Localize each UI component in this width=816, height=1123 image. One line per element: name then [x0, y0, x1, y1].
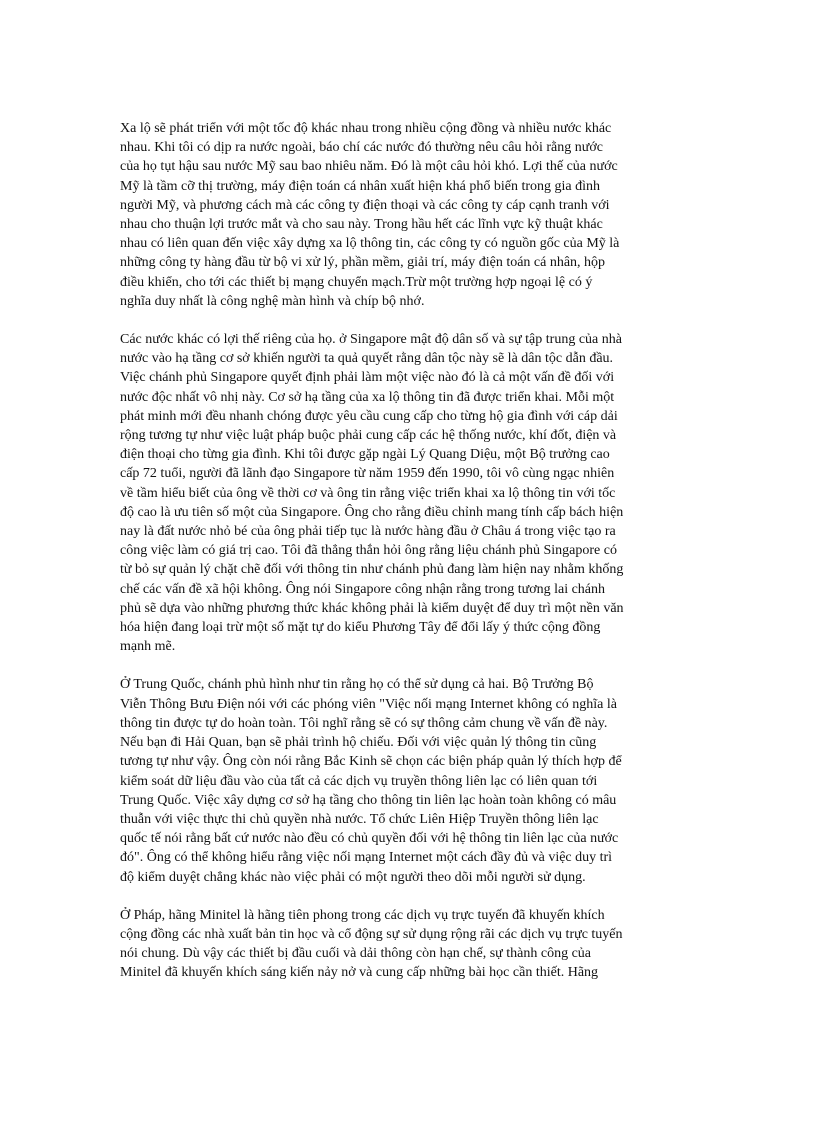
- paragraph-4: [120, 906, 698, 983]
- text-line: Minitel đã khuyến khích sáng kiến nảy nở và cung cấp những bài học cần thiết. Hãng: [120, 965, 599, 981]
- text-line: chế các vấn đề xã hội không. Ông nói Singapore công nhận rằng trong tương lai chánh: [120, 581, 606, 597]
- text-line: cấp 72 tuổi, người đã lãnh đạo Singapore từ năm 1959 đến 1990, tôi vô cùng ngạc nhiên: [120, 466, 615, 482]
- text-line: nay là đất nước nhỏ bé của ông phải tiếp tục là nước hàng đầu ở Châu á trong việc tạo ra: [120, 524, 616, 540]
- text-line: Trung Quốc. Việc xây dựng cơ sở hạ tầng cho thông tin liên lạc hoàn toàn không có mâu: [120, 792, 617, 808]
- text-line: công việc làm có giá trị cao. Tôi đã thẳng thắn hỏi ông rằng liệu chánh phủ Singapore có: [120, 543, 617, 559]
- text-line: thông tin được tự do hoàn toàn. Tôi nghĩ rằng sẽ có sự thông cảm chung về vấn đề này.: [120, 715, 608, 731]
- text-line: những công ty hàng đầu từ bộ vi xử lý, phần mềm, giải trí, máy điện toán cá nhân, hộp: [120, 255, 606, 271]
- text-line: về tầm hiểu biết của ông về thời cơ và ông tin rằng việc triển khai xa lộ thông tin với tốc: [120, 485, 616, 501]
- text-line: nhau. Khi tôi có dịp ra nước ngoài, báo chí các nước đó thường nêu câu hỏi rằng nước: [120, 140, 603, 156]
- text-line: đó". Ông có thể không hiểu rằng việc nối mạng Internet một cách đầy đủ và việc duy trì: [120, 850, 613, 866]
- text-line: Nếu bạn đi Hải Quan, bạn sẽ phải trình hộ chiếu. Đối với việc quản lý thông tin cũng: [120, 735, 597, 751]
- text-line: nghĩa duy nhất là công nghệ màn hình và chíp bộ nhớ.: [120, 293, 425, 309]
- text-line: hóa hiện đang loại trừ một số mặt tự do kiểu Phương Tây để đổi lấy ý thức cộng đồng: [120, 620, 601, 636]
- text-line: phát minh mới đều nhanh chóng được yêu cầu cung cấp cho từng hộ gia đình với cáp dải: [120, 408, 618, 424]
- text-line: rộng tương tự như việc luật pháp buộc phải cung cấp các hệ thống nước, khí đốt, điện và: [120, 428, 617, 444]
- text-line: thuẫn với việc thực thi chủ quyền nhà nước. Tổ chức Liên Hiệp Truyền thông liên lạc: [120, 811, 599, 827]
- text-line: của họ tụt hậu sau nước Mỹ sau bao nhiêu năm. Đó là một câu hỏi khó. Lợi thế của nước: [120, 159, 618, 175]
- text-line: người Mỹ, và phương cách mà các công ty điện thoại và các công ty cáp cạnh tranh với: [120, 197, 610, 213]
- text-line: nước vào hạ tầng cơ sở khiến người ta quả quyết rằng dân tộc này sẽ là dân tộc dẫn đầu.: [120, 351, 614, 367]
- text-line: Viễn Thông Bưu Điện nói với các phóng viên "Việc nối mạng Internet không có nghĩa là: [120, 696, 617, 712]
- paragraph-2: [120, 330, 698, 656]
- text-line: Việc chánh phủ Singapore quyết định phải làm một việc nào đó là cả một vấn đề đối với: [120, 370, 615, 386]
- document-page: [120, 119, 698, 1002]
- text-line: phủ sẽ dựa vào những phương thức khác không phải là kiểm duyệt để duy trì một nền văn: [120, 600, 624, 616]
- text-line: cộng đồng các nhà xuất bản tin học và cổ động sự sử dụng rộng rãi các dịch vụ trực tuyến: [120, 926, 623, 942]
- text-line: kiểm soát dữ liệu đầu vào của tất cả các dịch vụ truyền thông liên lạc có liên quan tới: [120, 773, 598, 789]
- text-line: Các nước khác có lợi thế riêng của họ. ở Singapore mật độ dân số và sự tập trung của nhà: [120, 332, 622, 348]
- paragraph-1: [120, 119, 698, 311]
- text-line: Ở Trung Quốc, chánh phủ hình như tin rằng họ có thể sử dụng cả hai. Bộ Trưởng Bộ: [120, 677, 594, 693]
- text-line: Ở Pháp, hãng Minitel là hãng tiên phong trong các dịch vụ trực tuyến đã khuyến khích: [120, 907, 605, 923]
- text-line: nói chung. Dù vậy các thiết bị đầu cuối và dải thông còn hạn chế, sự thành công của: [120, 946, 592, 962]
- text-line: độ kiểm duyệt chẳng khác nào việc phải có một người theo dõi mỗi người sử dụng.: [120, 869, 586, 885]
- text-line: từ bỏ sự quản lý chặt chẽ đối với thông tin như chánh phủ đang làm hiện nay nhằm khống: [120, 562, 624, 578]
- text-line: nhau có liên quan đến việc xây dựng xa lộ thông tin, các công ty có nguồn gốc của Mỹ là: [120, 236, 620, 252]
- text-line: độ cao là ưu tiên số một của Singapore. Ông cho rằng điều chỉnh mang tính cấp bách hiện: [120, 504, 624, 520]
- text-line: tương tự như vậy. Ông còn nói rằng Bắc Kinh sẽ chọn các biện pháp quản lý thích hợp để: [120, 754, 622, 770]
- text-line: Mỹ là tầm cỡ thị trường, máy điện toán cá nhân xuất hiện khá phổ biến trong gia đình: [120, 178, 601, 194]
- text-line: quốc tế nói rằng bất cứ nước nào đều có chủ quyền đối với hệ thông tin liên lạc của nước: [120, 831, 619, 847]
- text-line: nước độc nhất vô nhị này. Cơ sở hạ tầng của xa lộ thông tin đã được triển khai. Mỗi một: [120, 389, 615, 405]
- text-line: điều khiển, cho tới các thiết bị mạng chuyển mạch.Trừ một trường hợp ngoại lệ có ý: [120, 274, 593, 290]
- text-line: mạnh mẽ.: [120, 639, 176, 655]
- paragraph-3: [120, 675, 698, 886]
- text-line: Xa lộ sẽ phát triển với một tốc độ khác nhau trong nhiều cộng đồng và nhiều nước khác: [120, 121, 612, 136]
- text-line: nhau cho thuận lợi trước mắt và cho sau này. Trong hầu hết các lĩnh vực kỹ thuật khác: [120, 217, 603, 233]
- text-line: điện thoại cho từng gia đình. Khi tôi được gặp ngài Lý Quang Diệu, một Bộ trưởng cao: [120, 447, 610, 463]
